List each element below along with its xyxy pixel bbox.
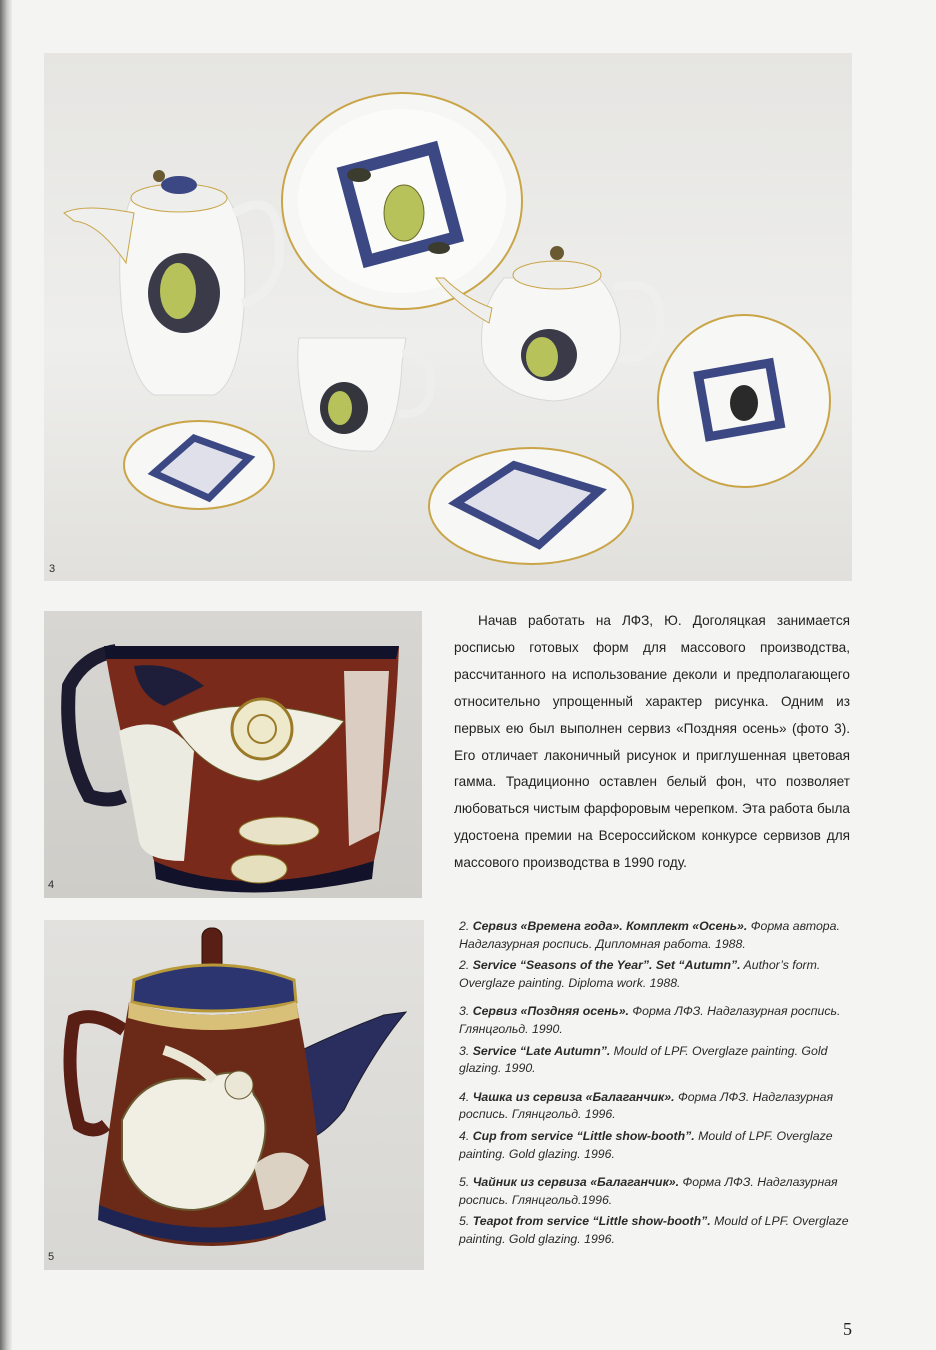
book-spine-shadow: [0, 0, 12, 1350]
caption-number: 4.: [459, 1089, 470, 1104]
caption-4-ru: [459, 1089, 855, 1124]
photo-number-4: 4: [48, 879, 55, 891]
caption-title: Чайник из сервиза «Балаганчик».: [472, 1175, 680, 1190]
photo-number-3: 3: [49, 563, 56, 575]
caption-2-en: [459, 957, 855, 992]
caption-title: Cup from service “Little show-booth”.: [472, 1128, 695, 1143]
photo-captions: [459, 918, 855, 1249]
article-paragraph: [454, 608, 850, 877]
caption-details: Форма ЛФЗ. Надглазурная роспись. Глянцгольд. 1990.: [459, 1004, 841, 1036]
caption-details: Mould of LPF. Overglaze painting. Gold glazing. 1990.: [459, 1043, 828, 1076]
caption-title: Service “Late Autumn”.: [472, 1043, 611, 1058]
caption-number: 5.: [459, 1214, 470, 1229]
caption-details: Author’s form. Overglaze painting. Diploma work. 1988.: [459, 958, 821, 990]
caption-details: Mould of LPF. Overglaze painting. Gold glazing. 1996.: [459, 1214, 849, 1246]
caption-title: Сервиз «Времена года». Комплект «Осень».: [472, 919, 748, 933]
caption-number: 2.: [459, 958, 470, 973]
photo-balaganchik-teapot: [44, 920, 424, 1270]
caption-number: 5.: [459, 1175, 470, 1190]
caption-title: Сервиз «Поздняя осень».: [472, 1004, 629, 1019]
caption-details: Форма автора. Надглазурная роспись. Дипломная работа. 1988.: [459, 919, 840, 951]
photo-late-autumn-service: [44, 53, 852, 581]
caption-number: 4.: [459, 1128, 470, 1143]
caption-title: Чашка из сервиза «Балаганчик».: [472, 1089, 675, 1104]
caption-5-en: [459, 1213, 855, 1248]
caption-3-en: [459, 1043, 855, 1078]
caption-4-en: [459, 1128, 855, 1163]
photo-balaganchik-cup: [44, 611, 422, 898]
caption-number: 3.: [459, 1043, 470, 1058]
caption-3-ru: [459, 1003, 855, 1038]
caption-details: Форма ЛФЗ. Надглазурная роспись. Глянцгольд. 1996.: [459, 1089, 834, 1122]
page-number: 5: [843, 1319, 852, 1339]
caption-title: Service “Seasons of the Year”. Set “Autumn”.: [472, 958, 741, 973]
caption-details: Форма ЛФЗ. Надглазурная роспись. Глянцгольд.1996.: [459, 1175, 838, 1207]
caption-2-ru: [459, 918, 855, 953]
article-paragraph-text: Начав работать на ЛФЗ, Ю. Доголяцкая занимается росписью готовых форм для массового производства, рассчитанного на использование деколи и предполагающего относительно упрощенный характер рисунка. Одним из первых ею был выполнен сервиз «Поздняя осень» (фото 3). Его отличает лаконичный рисунок и приглушенная цветовая гамма. Традиционно оставлен белый фон, что позволяет любоваться чистым фарфоровым черепком. Эта работа была удостоена премии на Всероссийском конкурсе сервизов для массового производства в 1990 году.: [454, 613, 850, 871]
caption-5-ru: [459, 1174, 855, 1209]
caption-title: Teapot from service “Little show-booth”.: [472, 1214, 711, 1229]
photo-number-5: 5: [48, 1251, 55, 1263]
caption-number: 2.: [459, 919, 470, 933]
caption-details: Mould of LPF. Overglaze painting. Gold glazing. 1996.: [459, 1128, 833, 1161]
caption-number: 3.: [459, 1004, 470, 1019]
